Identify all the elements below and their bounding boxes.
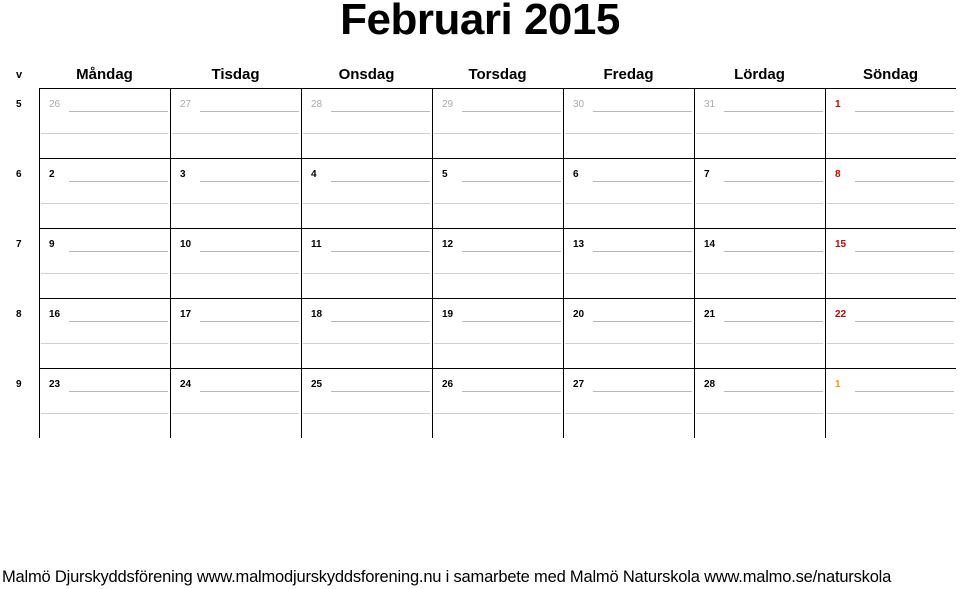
day-number: 13 (573, 239, 585, 250)
note-line (331, 251, 430, 252)
weekday-header-tuesday: Tisdag (211, 66, 260, 83)
weekday-header-wednesday: Onsdag (338, 66, 395, 83)
day-cell (694, 228, 825, 298)
day-number: 20 (573, 309, 585, 320)
note-line (724, 391, 823, 392)
day-number: 3 (180, 169, 186, 180)
day-number: 25 (311, 379, 323, 390)
note-line (303, 203, 430, 204)
note-line (565, 413, 692, 414)
day-number: 1 (835, 99, 841, 110)
day-number: 26 (442, 379, 454, 390)
day-cell (694, 158, 825, 228)
day-number: 29 (442, 99, 454, 110)
note-line (696, 273, 823, 274)
day-number: 19 (442, 309, 454, 320)
note-line (696, 133, 823, 134)
note-line (462, 391, 561, 392)
note-line (434, 133, 561, 134)
day-number: 24 (180, 379, 192, 390)
note-line (855, 321, 954, 322)
day-number: 14 (704, 239, 716, 250)
note-line (434, 203, 561, 204)
day-number: 27 (573, 379, 585, 390)
day-number: 5 (442, 169, 448, 180)
note-line (41, 273, 168, 274)
week-row (0, 158, 960, 228)
day-cell (825, 298, 956, 368)
note-line (565, 133, 692, 134)
page-title: Februari 2015 (340, 0, 620, 44)
day-cell (39, 88, 170, 158)
note-line (172, 203, 299, 204)
note-line (200, 181, 299, 182)
note-line (855, 391, 954, 392)
week-number: 6 (16, 169, 22, 180)
day-cell (563, 158, 694, 228)
day-number: 8 (835, 169, 841, 180)
note-line (69, 391, 168, 392)
day-cell (563, 368, 694, 438)
note-line (462, 321, 561, 322)
note-line (462, 181, 561, 182)
day-cell (39, 298, 170, 368)
note-line (593, 111, 692, 112)
day-number: 22 (835, 309, 847, 320)
note-line (855, 251, 954, 252)
day-cell (563, 298, 694, 368)
week-number: 8 (16, 309, 22, 320)
note-line (696, 413, 823, 414)
day-cell (694, 298, 825, 368)
day-number: 17 (180, 309, 192, 320)
day-cell (694, 368, 825, 438)
note-line (172, 343, 299, 344)
note-line (565, 343, 692, 344)
day-cell (301, 158, 432, 228)
note-line (855, 181, 954, 182)
note-line (200, 391, 299, 392)
day-cell (170, 298, 301, 368)
day-cell (825, 158, 956, 228)
week-row (0, 298, 960, 368)
day-cell (170, 368, 301, 438)
weekday-header-thursday: Torsdag (468, 66, 527, 83)
day-number: 9 (49, 239, 55, 250)
day-cell (170, 88, 301, 158)
day-cell (301, 298, 432, 368)
day-number: 2 (49, 169, 55, 180)
note-line (331, 391, 430, 392)
day-cell (563, 228, 694, 298)
note-line (724, 321, 823, 322)
day-cell (39, 368, 170, 438)
note-line (172, 273, 299, 274)
note-line (434, 273, 561, 274)
note-line (593, 391, 692, 392)
weekday-header-friday: Fredag (603, 66, 654, 83)
note-line (69, 251, 168, 252)
day-number: 26 (49, 99, 61, 110)
note-line (200, 251, 299, 252)
day-cell (825, 368, 956, 438)
note-line (827, 133, 954, 134)
day-number: 23 (49, 379, 61, 390)
day-number: 28 (311, 99, 323, 110)
note-line (69, 181, 168, 182)
note-line (434, 413, 561, 414)
note-line (41, 203, 168, 204)
note-line (434, 343, 561, 344)
weekday-header-saturday: Lördag (734, 66, 785, 83)
week-row (0, 368, 960, 438)
week-number: 7 (16, 239, 22, 250)
note-line (200, 321, 299, 322)
day-cell (301, 88, 432, 158)
day-number: 18 (311, 309, 323, 320)
note-line (827, 413, 954, 414)
day-number: 21 (704, 309, 716, 320)
week-row (0, 88, 960, 158)
note-line (696, 343, 823, 344)
note-line (593, 251, 692, 252)
note-line (827, 273, 954, 274)
note-line (331, 111, 430, 112)
day-cell (432, 298, 563, 368)
day-number: 28 (704, 379, 716, 390)
week-row (0, 228, 960, 298)
note-line (593, 181, 692, 182)
note-line (565, 203, 692, 204)
note-line (303, 133, 430, 134)
day-cell (432, 88, 563, 158)
day-number: 16 (49, 309, 61, 320)
day-cell (170, 228, 301, 298)
note-line (41, 413, 168, 414)
week-number: 9 (16, 379, 22, 390)
note-line (331, 181, 430, 182)
note-line (855, 111, 954, 112)
day-number: 12 (442, 239, 454, 250)
note-line (827, 203, 954, 204)
note-line (724, 251, 823, 252)
note-line (462, 251, 561, 252)
day-cell (39, 228, 170, 298)
weekday-header-sunday: Söndag (863, 66, 918, 83)
day-cell (432, 158, 563, 228)
note-line (172, 413, 299, 414)
note-line (303, 273, 430, 274)
note-line (172, 133, 299, 134)
day-cell (301, 368, 432, 438)
note-line (303, 343, 430, 344)
day-number: 7 (704, 169, 710, 180)
note-line (724, 181, 823, 182)
note-line (331, 321, 430, 322)
day-cell (432, 228, 563, 298)
weekday-header-monday: Måndag (76, 66, 133, 83)
day-number: 15 (835, 239, 847, 250)
day-number: 11 (311, 239, 322, 250)
day-number: 10 (180, 239, 192, 250)
note-line (462, 111, 561, 112)
note-line (303, 413, 430, 414)
day-number: 1 (835, 379, 841, 390)
note-line (41, 133, 168, 134)
note-line (41, 343, 168, 344)
day-number: 30 (573, 99, 585, 110)
day-cell (39, 158, 170, 228)
day-number: 6 (573, 169, 579, 180)
day-cell (432, 368, 563, 438)
note-line (69, 321, 168, 322)
day-cell (825, 88, 956, 158)
day-number: 31 (704, 99, 716, 110)
note-line (200, 111, 299, 112)
day-number: 27 (180, 99, 192, 110)
week-column-label: v (16, 69, 23, 81)
note-line (593, 321, 692, 322)
day-cell (170, 158, 301, 228)
note-line (69, 111, 168, 112)
note-line (696, 203, 823, 204)
day-cell (563, 88, 694, 158)
note-line (565, 273, 692, 274)
day-number: 4 (311, 169, 317, 180)
note-line (724, 111, 823, 112)
day-cell (694, 88, 825, 158)
day-cell (301, 228, 432, 298)
day-cell (825, 228, 956, 298)
week-number: 5 (16, 99, 22, 110)
note-line (827, 343, 954, 344)
footer-credits: Malmö Djurskyddsförening www.malmodjurskyddsforening.nu i samarbete med Malmö Naturskola www.malmo.se/naturskola (2, 568, 892, 586)
